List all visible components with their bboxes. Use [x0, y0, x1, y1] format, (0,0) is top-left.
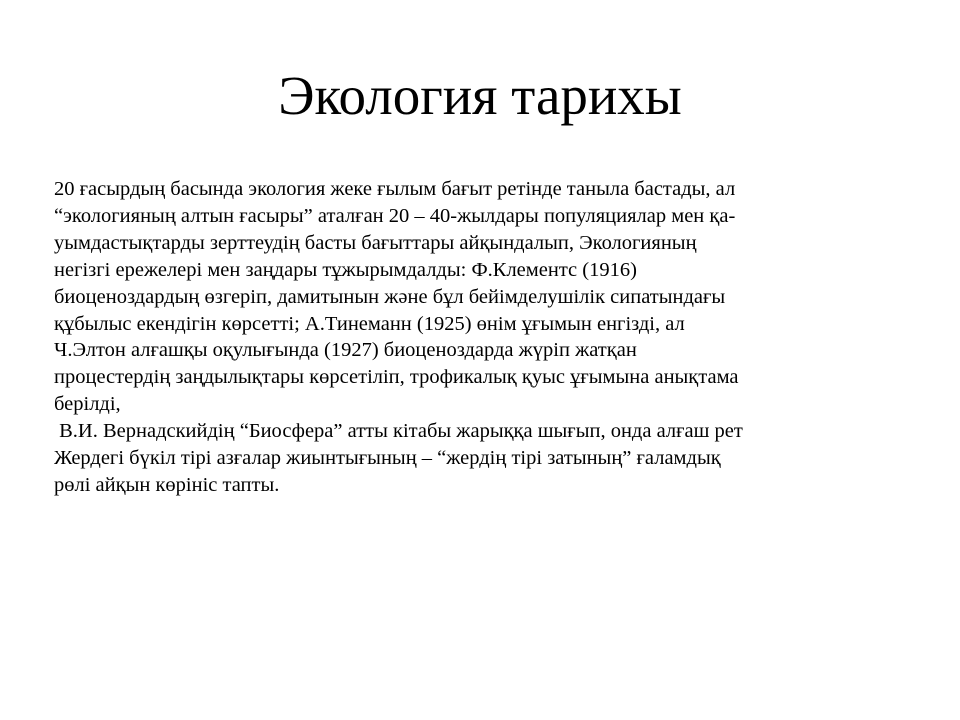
body-text	[54, 176, 914, 499]
body-line: рөлі айқын көрініс тапты.	[54, 473, 280, 496]
body-line: Жердегі бүкіл тірі азғалар жиынтығының – “жердің тірі затының” ғаламдық	[54, 447, 721, 470]
body-line: уымдастықтарды зерттеудің басты бағыттары айқындалып, Экологияның	[54, 231, 697, 254]
body-line: берілді,	[54, 393, 121, 416]
body-line: биоценоздардың өзгеріп, дамитынын және бұл бейімделушілік сипатындағы	[54, 285, 726, 308]
body-line: процестердің заңдылықтары көрсетіліп, трофикалық қуыс ұғымына анықтама	[54, 366, 739, 389]
body-line: “экологияның алтын ғасыры” аталған 20 – 40-жылдары популяциялар мен қа-	[54, 204, 736, 227]
body-line: 20 ғасырдың басында экология жеке ғылым бағыт ретінде танылa бастады, ал	[54, 178, 736, 200]
slide-title: Экология тарихы	[278, 65, 682, 126]
body-line: құбылыс екендігін көрсетті; А.Тинеманн (1925) өнім ұғымын енгізді, ал	[54, 312, 685, 335]
body-line: негізгі ережелері мен заңдары тұжырымдалды: Ф.Клементс (1916)	[54, 258, 637, 281]
body-line: Ч.Элтон алғашқы оқулығында (1927) биоценоздарда жүріп жатқан	[54, 339, 637, 362]
body-line: В.И. Вернадскийдің “Биосфера” атты кітабы жарыққа шығып, онда алғаш рет	[54, 420, 743, 443]
